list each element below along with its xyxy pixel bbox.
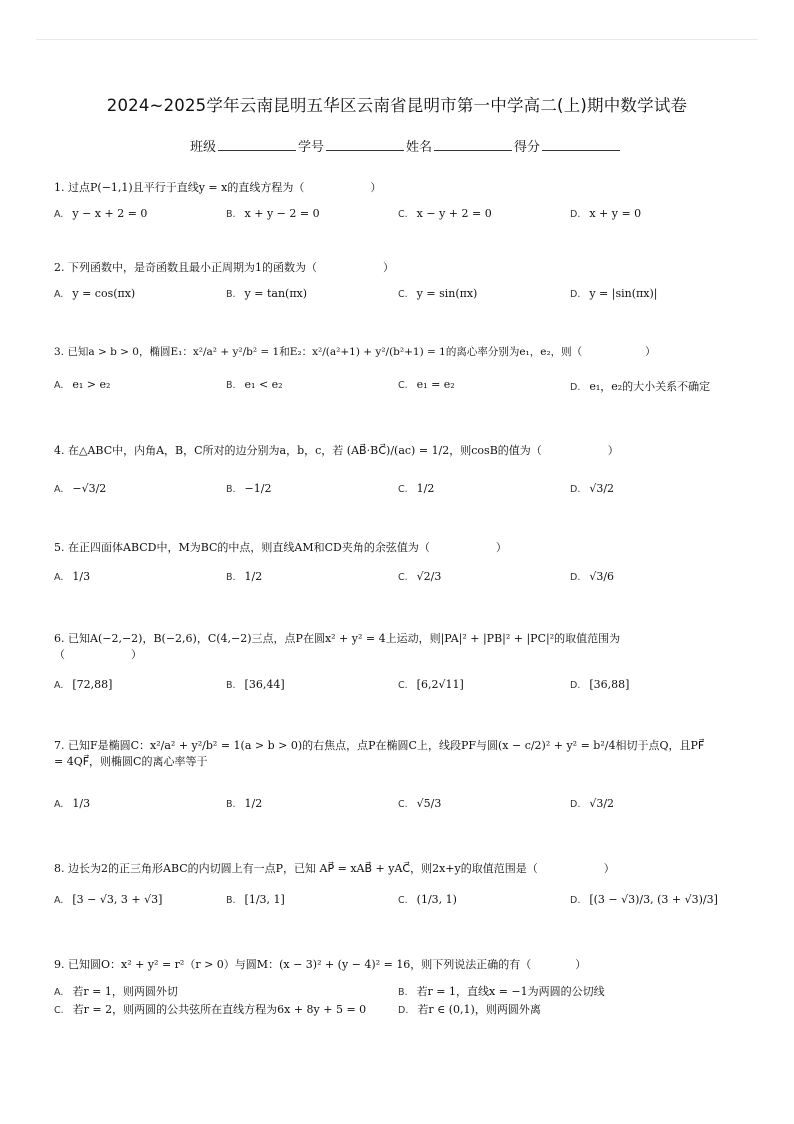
question-number: 2. — [54, 261, 65, 274]
option-c[interactable]: C. √2/3 — [398, 570, 442, 583]
header-divider — [36, 39, 758, 40]
option-b[interactable]: B. y = tan(πx) — [226, 287, 308, 300]
option-d[interactable]: D. [36,88] — [570, 678, 630, 691]
option-b[interactable]: B. 若r = 1，直线x = −1为两圆的公切线 — [398, 985, 605, 998]
question-number: 8. — [54, 862, 65, 875]
option-b[interactable]: B. 1/2 — [226, 570, 263, 583]
option-d[interactable]: D. 若r ∈ (0,1)，则两圆外离 — [398, 1003, 541, 1016]
option-c[interactable]: C. 若r = 2，则两圆的公共弦所在直线方程为6x + 8y + 5 = 0 — [54, 1003, 367, 1016]
option-d[interactable]: D. y = |sin(πx)| — [570, 287, 658, 300]
option-a[interactable]: A. −√3/2 — [54, 482, 107, 495]
question-2 — [54, 260, 754, 276]
question-text: 边长为2的正三角形ABC的内切圆上有一点P，已知 AP⃗ = xAB⃗ + yAC⃗，则2x+y的取值范围是（ ） — [68, 862, 615, 875]
question-text: 已知A(−2,−2)，B(−2,6)，C(4,−2)三点，点P在圆x² + y² = 4上运动，则|PA|² + |PB|² + |PC|²的取值范围为（ ） — [54, 632, 621, 661]
question-stem — [54, 443, 754, 459]
option-c[interactable]: C. √5/3 — [398, 797, 442, 810]
question-text: 过点P(−1,1)且平行于直线y = x的直线方程为（ ） — [68, 181, 382, 194]
question-5 — [54, 540, 754, 556]
question-stem — [54, 540, 754, 556]
option-a[interactable]: A. 若r = 1，则两圆外切 — [54, 985, 178, 998]
question-9 — [54, 957, 754, 973]
question-number: 7. — [54, 739, 65, 752]
question-1 — [54, 180, 754, 196]
question-stem — [54, 861, 754, 877]
option-a[interactable]: A. 1/3 — [54, 797, 91, 810]
option-d[interactable]: D. e₁，e₂的大小关系不确定 — [570, 380, 711, 393]
question-text: 在正四面体ABCD中，M为BC的中点，则直线AM和CD夹角的余弦值为（ ） — [68, 541, 507, 554]
question-text: 已知F是椭圆C：x²/a² + y²/b² = 1(a > b > 0)的右焦点，点P在椭圆C上，线段PF与圆(x − c/2)² + y² = b²/4相切于点Q，且PF⃗ = 4QF⃗，则椭圆C的离心率等于 — [54, 739, 705, 768]
question-stem — [54, 344, 754, 360]
option-d[interactable]: D. √3/6 — [570, 570, 615, 583]
question-4 — [54, 443, 754, 459]
question-7 — [54, 738, 754, 770]
question-8 — [54, 861, 754, 877]
score-blank[interactable] — [542, 138, 620, 151]
id-label: 学号 — [298, 140, 325, 155]
question-text: 在△ABC中，内角A，B，C所对的边分别为a，b，c，若 (AB⃗·BC⃗)/(ac) = 1/2，则cosB的值为（ ） — [68, 444, 619, 457]
question-3 — [54, 344, 754, 360]
option-a[interactable]: A. y − x + 2 = 0 — [54, 207, 148, 220]
student-info-line — [190, 136, 622, 155]
option-a[interactable]: A. 1/3 — [54, 570, 91, 583]
name-label: 姓名 — [406, 140, 433, 155]
score-label: 得分 — [514, 140, 541, 155]
option-b[interactable]: B. 1/2 — [226, 797, 263, 810]
option-c[interactable]: C. [6,2√11] — [398, 678, 464, 691]
option-c[interactable]: C. 1/2 — [398, 482, 435, 495]
question-stem — [54, 957, 754, 973]
option-b[interactable]: B. x + y − 2 = 0 — [226, 207, 320, 220]
class-label: 班级 — [190, 140, 217, 155]
option-b[interactable]: B. [1/3, 1] — [226, 893, 285, 906]
page-title: 2024~2025学年云南昆明五华区云南省昆明市第一中学高二(上)期中数学试卷 — [106, 96, 688, 115]
question-number: 3. — [54, 346, 65, 358]
option-b[interactable]: B. −1/2 — [226, 482, 272, 495]
question-stem — [54, 180, 754, 196]
question-number: 4. — [54, 444, 65, 457]
option-d[interactable]: D. √3/2 — [570, 797, 615, 810]
option-a[interactable]: A. e₁ > e₂ — [54, 378, 111, 391]
question-stem — [54, 631, 694, 663]
option-a[interactable]: A. [3 − √3, 3 + √3] — [54, 893, 163, 906]
question-number: 9. — [54, 958, 65, 971]
option-b[interactable]: B. e₁ < e₂ — [226, 378, 283, 391]
option-a[interactable]: A. y = cos(πx) — [54, 287, 136, 300]
option-c[interactable]: C. x − y + 2 = 0 — [398, 207, 492, 220]
question-text: 下列函数中，是奇函数且最小正周期为1的函数为（ ） — [68, 261, 394, 274]
question-text: 已知a > b > 0，椭圆E₁：x²/a² + y²/b² = 1和E₂：x²/(a²+1) + y²/(b²+1) = 1的离心率分别为e₁，e₂，则（ ） — [67, 346, 656, 358]
question-number: 6. — [54, 632, 65, 645]
question-stem — [54, 260, 754, 276]
option-c[interactable]: C. (1/3, 1) — [398, 893, 457, 906]
question-stem — [54, 738, 714, 770]
class-blank[interactable] — [218, 138, 296, 151]
question-number: 5. — [54, 541, 65, 554]
id-blank[interactable] — [326, 138, 404, 151]
option-d[interactable]: D. [(3 − √3)/3, (3 + √3)/3] — [570, 893, 718, 906]
question-6 — [54, 631, 754, 663]
name-blank[interactable] — [434, 138, 512, 151]
option-c[interactable]: C. y = sin(πx) — [398, 287, 478, 300]
option-d[interactable]: D. x + y = 0 — [570, 207, 642, 220]
option-b[interactable]: B. [36,44] — [226, 678, 285, 691]
question-number: 1. — [54, 181, 65, 194]
option-a[interactable]: A. [72,88] — [54, 678, 113, 691]
option-d[interactable]: D. √3/2 — [570, 482, 615, 495]
option-c[interactable]: C. e₁ = e₂ — [398, 378, 455, 391]
question-text: 已知圆O：x² + y² = r²（r > 0）与圆M：(x − 3)² + (y − 4)² = 16，则下列说法正确的有（ ） — [68, 958, 587, 971]
